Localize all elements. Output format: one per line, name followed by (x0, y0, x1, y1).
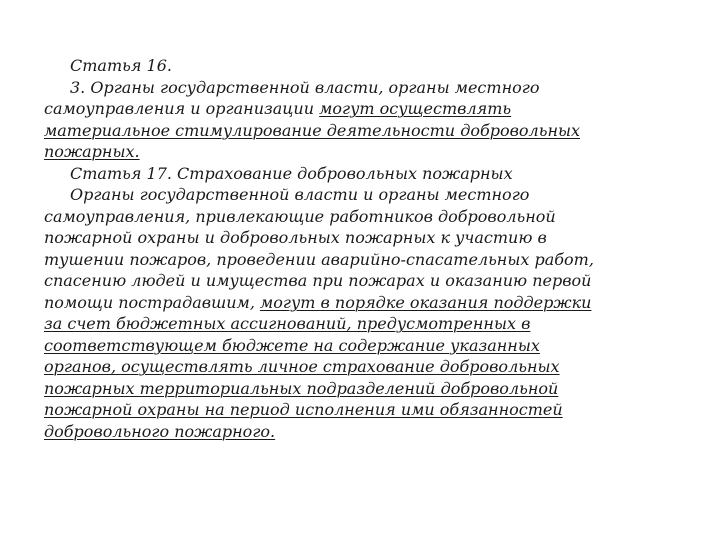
article-17-underlined: могут в порядке оказания поддержки за счет бюджетных ассигнований, предусмотренных в соответствующем бюджете на содержание указанных органов, осуществлять личное страхование добровольных пожарных территориальных подразделений добровольной пожарной охраны на период исполнения ими обязанностей добровольного пожарного. (44, 292, 592, 441)
article-17-title: Статья 17. Страхование добровольных пожарных (70, 163, 513, 183)
article-16-p3-underlined: могут осуществлять материальное стимулирование деятельности добровольных пожарных. (44, 99, 581, 161)
article-16-paragraph-3 (44, 77, 604, 163)
article-17-paragraph (44, 184, 604, 442)
article-16-p3-text: 3. Органы государственной власти, органы местного самоуправления и организации (44, 77, 540, 118)
article-17-text: Органы государственной власти и органы местного самоуправления, привлекающие работников добровольной пожарной охраны и добровольных пожарных к участию в тушении пожаров, проведении аварийно-спасательных работ, спасению людей и имущества при пожарах и оказанию первой помощи пострадавшим, (44, 185, 594, 312)
document-body (44, 55, 604, 442)
article-16-title: Статья 16. (70, 56, 172, 75)
